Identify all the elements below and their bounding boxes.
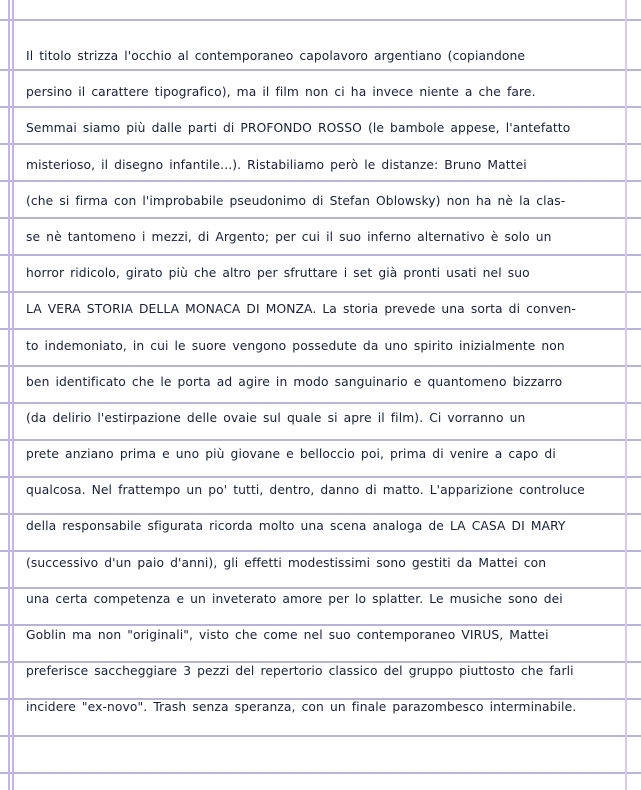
text-line: persino il carattere tipografico), ma il film non ci ha invece niente a che fare. [26,85,536,100]
text-line: incidere "ex-novo". Trash senza speranza, con un finale parazombesco interminabile. [26,700,577,715]
text-line: (successivo d'un paio d'anni), gli effetti modestissimi sono gestiti da Mattei con [26,555,547,570]
text-line: to indemoniato, in cui le suore vengono possedute da uno spirito inizialmente non [26,338,565,353]
text-line: Goblin ma non "originali", visto che come nel suo contemporaneo VIRUS, Mattei [26,628,549,642]
text-line: horror ridicolo, girato più che altro per sfruttare i set già pronti usati nel suo [26,266,530,281]
text-line: preferisce saccheggiare 3 pezzi del repertorio classico del gruppo piuttosto che farli [26,664,574,679]
right-margin-line [625,0,627,790]
text-line: qualcosa. Nel frattempo un po' tutti, dentro, danno di matto. L'apparizione controluce [26,483,585,498]
left-margin-line-inner [12,0,14,790]
text-line: una certa competenza e un inveterato amore per lo splatter. Le musiche sono dei [26,591,563,606]
text-line: misterioso, il disegno infantile...). Ristabiliamo però le distanze: Bruno Mattei [26,157,527,172]
handwritten-review-text [26,38,622,726]
left-margin-line [8,0,10,790]
text-line: (che si firma con l'improbabile pseudonimo di Stefan Oblowsky) non ha nè la clas- [26,193,566,208]
text-line: se nè tantomeno i mezzi, di Argento; per cui il suo inferno alternativo è solo un [26,229,552,244]
text-line: della responsabile sfigurata ricorda molto una scena analoga de LA CASA DI MARY [26,519,566,534]
text-line: prete anziano prima e uno più giovane e belloccio poi, prima di venire a capo di [26,447,556,462]
text-line: Il titolo strizza l'occhio al contemporaneo capolavoro argentiano (copiandone [26,49,526,63]
text-line: ben identificato che le porta ad agire in modo sanguinario e quantomeno bizzarro [26,374,563,389]
text-line: (da delirio l'estirpazione delle ovaie sul quale si apre il film). Ci vorranno un [26,410,526,425]
text-line: Semmai siamo più dalle parti di PROFONDO ROSSO (le bambole appese, l'antefatto [26,121,571,136]
text-line: LA VERA STORIA DELLA MONACA DI MONZA. La storia prevede una sorta di conven- [26,302,576,317]
